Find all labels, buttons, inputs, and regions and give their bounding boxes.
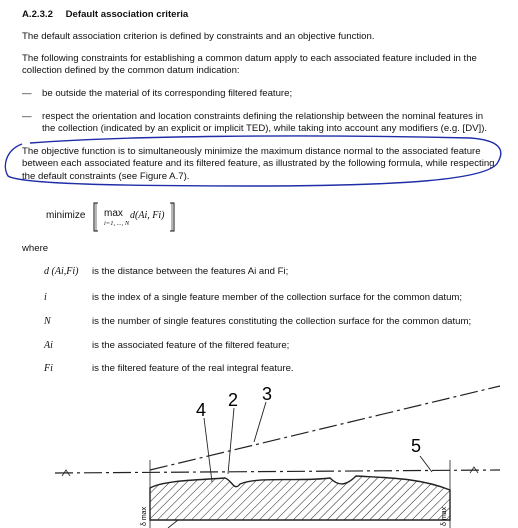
figure-label-5: 5 — [411, 436, 422, 456]
bullet-marker: — — [22, 111, 32, 122]
def-text: is the index of a single feature member of the collection surface for the common datum; — [92, 292, 463, 303]
paragraph-intro: The default association criterion is defined by constraints and an objective function. — [22, 31, 375, 42]
formula-minimize: minimize — [46, 210, 86, 221]
figure-diagram — [0, 380, 518, 528]
figure-label-2: 2 — [228, 390, 239, 410]
associated-feature-line — [150, 386, 500, 470]
bullet-item: respect the orientation and location constraints defining the relationship between the nominal features in the collection (indicated by an explicit or implicit TED), while taking into account any modifiers (e.g. [DV]). — [42, 111, 488, 135]
figure-side-label: δ max — [441, 506, 448, 526]
formula — [46, 200, 286, 232]
section-number: A.2.3.2 — [22, 9, 53, 20]
figure-label-4: 4 — [196, 400, 207, 420]
def-text: is the filtered feature of the real integral feature. — [92, 363, 294, 374]
def-text: is the associated feature of the filtered feature; — [92, 340, 290, 351]
section-title: Default association criteria — [65, 9, 189, 20]
def-symbol: Ai — [44, 340, 53, 351]
part-profile — [150, 476, 450, 520]
paragraph-constraints: The following constraints for establishing a common datum apply to each associated feature included in the collection defined by the common datum indication: — [22, 53, 477, 77]
datum-line — [55, 470, 500, 473]
def-text: is the distance between the features Ai and Fi; — [92, 266, 289, 277]
where-label: where — [22, 243, 49, 254]
def-symbol: d (Ai,Fi) — [44, 266, 79, 277]
figure-side-label: δ max — [141, 506, 148, 526]
formula-brackets — [46, 200, 286, 234]
formula-subscript: i=1, ..., N — [104, 220, 130, 227]
figure-label-3: 3 — [262, 384, 273, 404]
formula-expression: d(Ai, Fi) — [130, 210, 165, 221]
section-heading — [22, 9, 188, 21]
bullet-item: be outside the material of its corresponding filtered feature; — [42, 88, 293, 99]
paragraph-objective: The objective function is to simultaneously minimize the maximum distance normal to the associated feature between each associated feature and its filtered feature, as illustrated by the following formula, while respecting the default constraints (see Figure A.7). — [22, 146, 495, 182]
def-symbol: Fi — [44, 363, 53, 374]
def-symbol: i — [44, 292, 47, 303]
formula-max: max — [104, 208, 123, 219]
def-symbol: N — [44, 316, 51, 327]
def-text: is the number of single features constituting the collection surface for the common datum; — [92, 316, 472, 327]
bullet-marker: — — [22, 88, 32, 99]
